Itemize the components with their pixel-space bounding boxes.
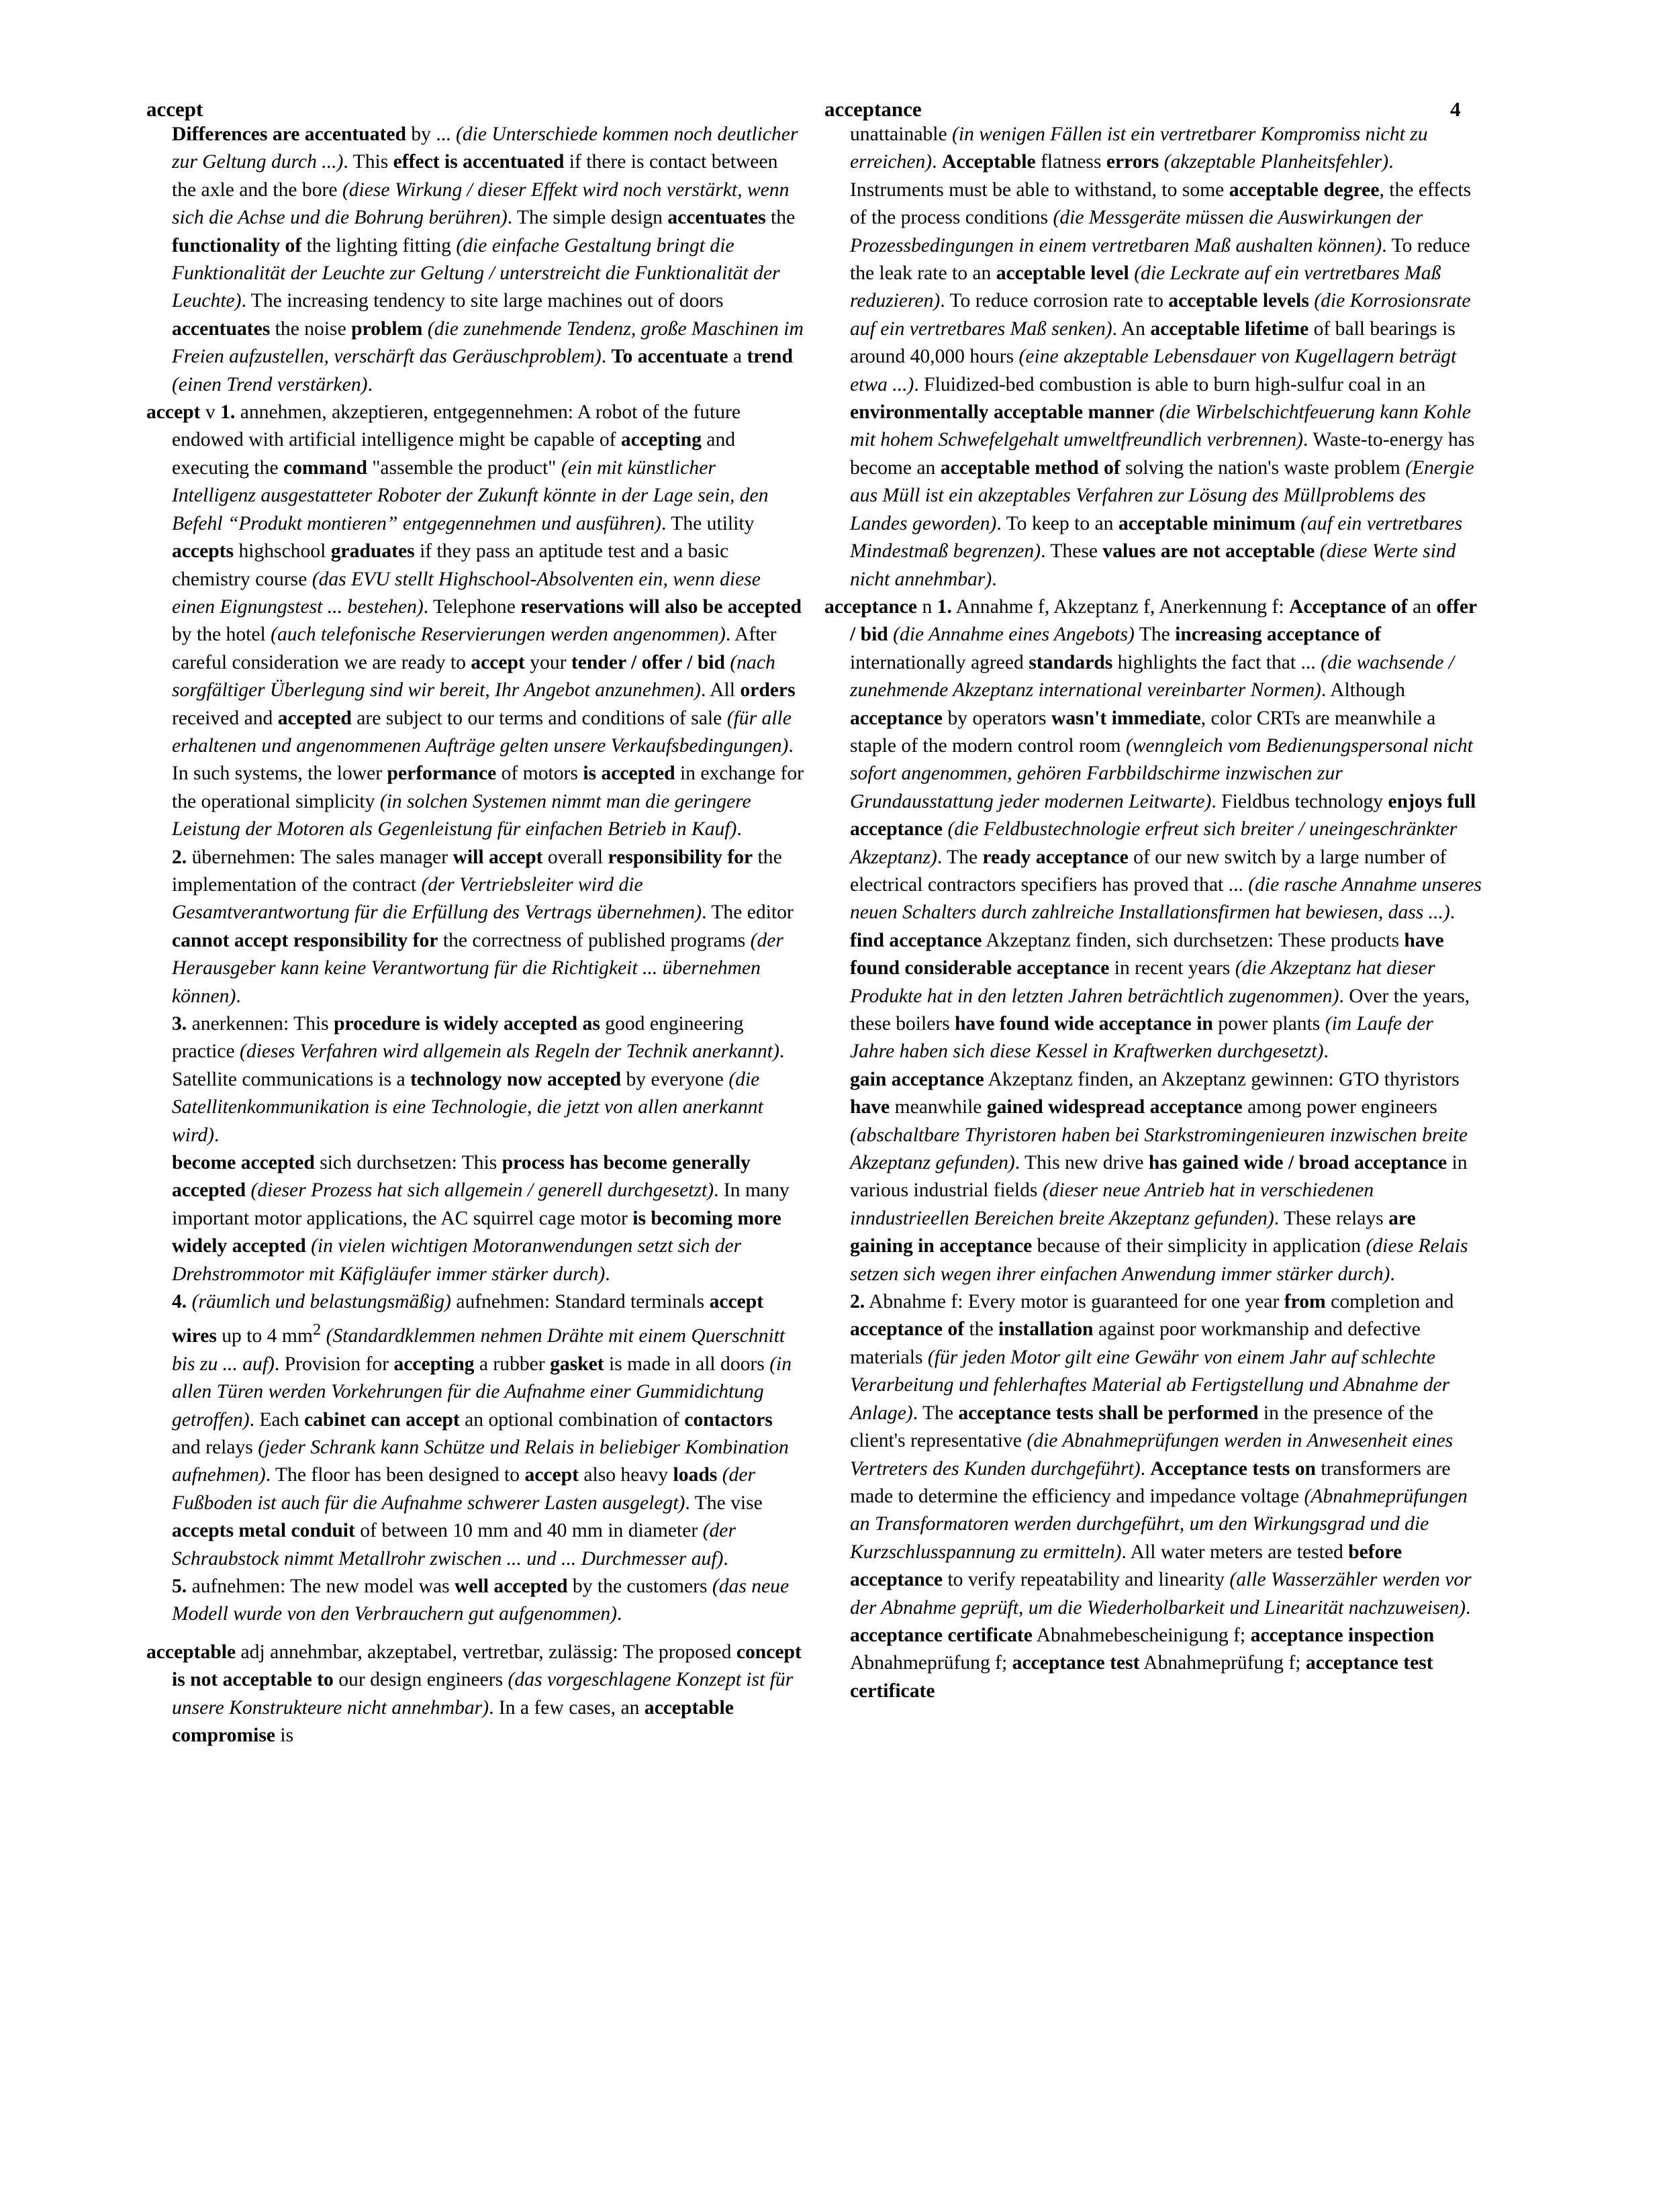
bold-term: acceptance of <box>850 1318 965 1341</box>
text-run: . In such systems, the lower <box>172 734 794 785</box>
bold-term: installation <box>998 1318 1094 1341</box>
text-run: Abnahme f: Every motor is guaranteed for one year <box>865 1291 1284 1313</box>
text-run: Akzeptanz finden, sich durchsetzen: These products <box>982 929 1405 951</box>
bold-term: concept is not acceptable to <box>172 1641 802 1691</box>
entry-continuation <box>824 121 1482 593</box>
translation: (der Fußboden ist auch für die Aufnahme schwerer Lasten ausgelegt) <box>172 1464 756 1514</box>
bold-term: is becoming more widely accepted <box>172 1207 781 1257</box>
bold-term: is accepted <box>583 763 675 785</box>
text-run: Abnahmebescheinigung f; <box>1032 1624 1251 1646</box>
text-run: . The increasing tendency to site large machines out of doors <box>241 290 724 312</box>
text-run: The <box>1134 624 1176 646</box>
bold-term: Acceptance of <box>1288 595 1408 618</box>
bold-term: accepts metal conduit <box>172 1520 355 1542</box>
bold-term: reservations will also be accepted <box>520 595 802 618</box>
translation: (die Unterschiede kommen noch deutlicher zur Geltung durch ...) <box>172 124 798 173</box>
text-run: a <box>728 346 747 368</box>
text-run: our design engineers <box>333 1669 508 1691</box>
bold-term: functionality of <box>172 234 302 256</box>
bold-term: cabinet can accept <box>303 1408 460 1431</box>
text-run <box>306 1235 311 1257</box>
text-run: the <box>765 207 796 229</box>
bold-term: accepted <box>277 707 352 729</box>
translation: (im Laufe der Jahre haben sich diese Kessel in Kraftwerken durchgesetzt) <box>850 1013 1433 1063</box>
text-run: also heavy <box>578 1464 673 1486</box>
text-run: . <box>1449 902 1456 924</box>
translation: (die Abnahmeprüfungen werden in Anwesenheit eines Vertreters des Kunden durchgeführt) <box>850 1430 1454 1480</box>
bold-term: values are not acceptable <box>1102 540 1315 563</box>
text-run: . Over the years, these boilers <box>850 985 1470 1035</box>
text-run: overall <box>542 846 608 868</box>
bold-term: accepts <box>172 540 234 563</box>
translation: (die Leckrate auf ein vertretbares Maß reduzieren) <box>850 262 1441 312</box>
bold-term: procedure is widely accepted as <box>334 1013 600 1035</box>
text-run: . <box>601 346 612 368</box>
text-run: . The vise <box>685 1492 763 1514</box>
text-run: and relays <box>172 1436 258 1458</box>
bold-term: accepting <box>393 1353 475 1375</box>
bold-term: acceptable <box>146 1641 236 1663</box>
text-run: . These relays <box>1274 1207 1389 1229</box>
left-column <box>146 121 804 1760</box>
text-run: by ... <box>406 124 456 145</box>
bold-term: become accepted <box>172 1152 315 1174</box>
bold-term: 1. <box>220 401 236 424</box>
text-run: . To keep to an <box>996 512 1119 534</box>
text-run: . Fieldbus technology <box>1211 790 1388 812</box>
text-run: the implementation of the contract <box>172 846 782 896</box>
text-run: . <box>736 818 742 840</box>
bold-term: Differences are accentuated <box>172 124 406 145</box>
translation: (Energie aus Müll ist ein akzeptables Verfahren zur Lösung des Müllproblems des Landes geworden) <box>850 456 1474 534</box>
text-run: in the presence of the client's representative <box>850 1402 1433 1452</box>
text-run: . This <box>343 151 393 173</box>
text-run: . In many important motor applications, the AC squirrel cage motor <box>172 1180 790 1229</box>
text-run: . <box>1390 1263 1395 1285</box>
bold-term: acceptable minimum <box>1118 512 1296 534</box>
translation: (die Feldbustechnologie erfreut sich breiter / uneingeschränkter Akzeptanz) <box>850 818 1458 868</box>
bold-term: command <box>283 456 367 479</box>
bold-term: acceptance <box>850 707 943 729</box>
text-run: annehmen, akzeptieren, entgegennehmen: A robot of the future endowed with artificial intelligence might be capable of <box>172 401 741 451</box>
text-run: the noise <box>270 318 352 340</box>
text-run: . Provision for <box>274 1353 394 1375</box>
text-run: anerkennen: This <box>187 1013 334 1035</box>
bold-term: will accept <box>453 846 543 868</box>
text-run: in various industrial fields <box>850 1152 1468 1202</box>
text-run: good engineering practice <box>172 1013 744 1063</box>
bold-term: from <box>1284 1291 1326 1313</box>
text-run: and executing the <box>172 429 736 479</box>
text-run: . After careful consideration we are ready to <box>172 624 777 673</box>
bold-term: performance <box>387 763 497 785</box>
text-run: . The simple design <box>507 207 668 229</box>
dictionary-entry <box>146 399 804 1629</box>
bold-term: tender / offer / bid <box>571 651 725 673</box>
bold-term: have found wide acceptance in <box>955 1013 1213 1035</box>
translation: (das EVU stellt Highschool-Absolventen ein, wenn diese einen Eignungstest ... bestehen) <box>172 568 761 618</box>
bold-term: acceptable compromise <box>172 1696 734 1747</box>
translation: (auf ein vertretbares Mindestmaß begrenzen) <box>850 512 1463 563</box>
bold-term: acceptable lifetime <box>1150 318 1309 340</box>
translation: (der Herausgeber kann keine Verantwortung für die Richtigkeit ... übernehmen können) <box>172 929 783 1007</box>
bold-term: accept <box>146 401 201 424</box>
translation: (das neue Modell wurde von den Verbrauchern gut aufgenommen) <box>172 1575 790 1625</box>
bold-term: increasing acceptance of <box>1175 624 1382 646</box>
text-run: Annahme f, Akzeptanz f, Anerkennung f: <box>951 595 1289 618</box>
bold-term: graduates <box>330 540 415 563</box>
superscript: 2 <box>312 1320 322 1339</box>
bold-term: loads <box>673 1464 718 1486</box>
text-run: . <box>1323 1041 1329 1063</box>
bold-term: acceptable degree <box>1229 179 1380 201</box>
text-run: aufnehmen: The new model was <box>187 1575 455 1597</box>
text-run: in exchange for the operational simplicity <box>172 763 804 812</box>
text-run: . The editor <box>702 902 794 924</box>
translation: (das vorgeschlagene Konzept ist für unsere Konstrukteure nicht annehmbar) <box>172 1669 794 1719</box>
bold-term: standards <box>1029 651 1113 673</box>
text-run: Abnahmeprüfung f; <box>1139 1652 1306 1674</box>
text-run: . <box>236 985 241 1007</box>
text-run: against poor workmanship and defective materials <box>850 1318 1421 1368</box>
bold-term: orders <box>740 679 796 702</box>
bold-term: gain acceptance <box>850 1068 984 1090</box>
right-header-word: acceptance <box>824 97 922 121</box>
bold-term: 5. <box>172 1575 187 1597</box>
translation: (auch telefonische Reservierungen werden angenommen) <box>271 624 726 646</box>
translation: (einen Trend verstärken) <box>172 373 368 395</box>
bold-term: responsibility for <box>608 846 753 868</box>
text-run: transformers are made to determine the efficiency and impedance voltage <box>850 1457 1451 1507</box>
text-run: is made in all doors <box>604 1353 770 1375</box>
translation: (die Satellitenkommunikation is eine Technologie, die jetzt von allen anerkannt wird) <box>172 1068 763 1146</box>
bold-term: 3. <box>172 1013 187 1035</box>
text-run: solving the nation's waste problem <box>1120 456 1406 479</box>
text-run: . <box>605 1263 610 1285</box>
bold-term: accepting <box>620 429 702 451</box>
dictionary-entry <box>146 1639 804 1750</box>
bold-term: has gained wide / broad acceptance <box>1148 1152 1447 1174</box>
text-run: . <box>1466 1596 1471 1619</box>
text-run: by everyone <box>621 1068 729 1090</box>
text-run: completion and <box>1325 1291 1454 1313</box>
text-run: , color CRTs are meanwhile a staple of the modern control room <box>850 707 1436 757</box>
translation: (für alle erhaltenen und angenommenen Aufträge gelten unsere Verkaufsbedingungen) <box>172 707 792 757</box>
text-run: . All water meters are tested <box>1121 1541 1349 1563</box>
text-run: "assemble the product" <box>367 456 561 479</box>
bold-term: 4. <box>172 1291 187 1313</box>
bold-term: technology now accepted <box>410 1068 622 1090</box>
text-run: an optional combination of <box>459 1408 685 1431</box>
text-run: . To reduce the leak rate to an <box>850 234 1470 285</box>
bold-term: accentuates <box>667 207 766 229</box>
translation: (räumlich und belastungsmäßig) <box>191 1291 451 1313</box>
translation: (die Korrosionsrate auf ein vertretbares Maß senken) <box>850 290 1471 340</box>
bold-term: before acceptance <box>850 1541 1402 1591</box>
translation: (die Annahme eines Angebots) <box>893 624 1135 646</box>
text-run: . To reduce corrosion rate to <box>940 290 1169 312</box>
bold-term: offer / bid <box>850 595 1477 646</box>
translation: (dieser neue Antrieb hat in verschiedenen inndustrieellen Bereichen breite Akzeptanz gefunden) <box>850 1180 1374 1229</box>
text-run: . In a few cases, an <box>489 1696 645 1719</box>
text-run: the correctness of published programs <box>438 929 751 951</box>
text-run: up to 4 mm <box>216 1325 313 1347</box>
text-run: power plants <box>1212 1013 1325 1035</box>
text-run: if they pass an aptitude test and a basic chemistry course <box>172 540 729 590</box>
text-run: to verify repeatability and linearity <box>943 1569 1230 1591</box>
bold-term: are gaining in acceptance <box>850 1207 1416 1257</box>
entry-continuation <box>146 121 804 399</box>
left-header-word: accept <box>146 97 203 121</box>
text-run: by the hotel <box>172 624 271 646</box>
bold-term: 2. <box>172 846 187 868</box>
translation: (diese Werte sind nicht annehmbar) <box>850 540 1456 590</box>
text-run <box>1159 151 1163 173</box>
bold-term: environmentally acceptable manner <box>850 401 1155 424</box>
bold-term: acceptable levels <box>1168 290 1309 312</box>
translation: (der Vertriebsleiter wird die Gesamtverantwortung für die Erfüllung des Vertrags übernehmen) <box>172 873 702 924</box>
bold-term: accentuates <box>172 318 271 340</box>
text-run: . <box>616 1603 622 1625</box>
text-run: by the customers <box>567 1575 712 1597</box>
text-run: . Satellite communications is a <box>172 1041 785 1090</box>
bold-term: process has become generally accepted <box>172 1152 751 1202</box>
text-run: . Instruments must be able to withstand, to some <box>850 151 1394 201</box>
text-run: . The utility <box>661 512 755 534</box>
text-run: if there is contact between the axle and the bore <box>172 151 778 201</box>
text-run: highschool <box>234 540 331 563</box>
translation: (eine akzeptable Lebensdauer von Kugellagern beträgt etwa ...) <box>850 346 1457 395</box>
bold-term: Acceptance tests on <box>1150 1457 1316 1480</box>
translation: (ein mit künstlicher Intelligenz ausgestatteter Roboter der Zukunft könnte in der Lage sein, den Befehl “Produkt montieren” entgegennehmen und ausführen) <box>172 456 769 534</box>
text-run <box>1154 401 1159 423</box>
text-run: of between 10 mm and 40 mm in diameter <box>354 1520 703 1542</box>
bold-term: acceptance inspection <box>1250 1624 1435 1646</box>
translation: (die rasche Annahme unseres neuen Schalters durch zahlreiche Installationsfirmen hat bewiesen, dass ...) <box>850 873 1482 924</box>
text-run: . <box>1140 1457 1151 1480</box>
text-run: sich durchsetzen: This <box>314 1152 502 1174</box>
translation: (Standardklemmen nehmen Drähte mit einem Querschnitt bis zu ... auf) <box>172 1325 786 1375</box>
translation: (wenngleich vom Bedienungspersonal nicht sofort angenommen, gehören Farbbildschirme inzwischen zur Grundausstattung jeder modernen Leitwarte) <box>850 734 1473 812</box>
page-number: 4 <box>1450 97 1461 121</box>
text-run: . This new drive <box>1014 1152 1149 1174</box>
text-run: n <box>917 595 937 618</box>
text-run: of our new switch by a large number of electrical contractors specifiers has proved that ... <box>850 846 1447 896</box>
text-run: . All <box>701 679 741 702</box>
text-run: . The <box>912 1402 959 1424</box>
translation: (jeder Schrank kann Schütze und Relais in beliebiger Kombination aufnehmen) <box>172 1436 789 1486</box>
bold-term: well accepted <box>455 1575 568 1597</box>
right-column <box>824 121 1482 1715</box>
text-run: in recent years <box>1109 957 1235 979</box>
bold-term: 2. <box>850 1291 865 1313</box>
text-run: received and <box>172 707 278 729</box>
bold-term: effect is accentuated <box>393 151 565 173</box>
translation: (die Akzeptanz hat dieser Produkte hat in den letzten Jahren beträchtlich zugenommen) <box>850 957 1435 1007</box>
translation: (die Messgeräte müssen die Auswirkungen der Prozessbedingungen in einem vertretbaren Maß aushalten können) <box>850 207 1423 256</box>
translation: (nach sorgfältiger Überlegung sind wir bereit, Ihr Angebot anzunehmen) <box>172 651 775 702</box>
bold-term: acceptance test certificate <box>850 1652 1433 1702</box>
bold-term: have <box>850 1096 890 1118</box>
bold-term: errors <box>1106 151 1159 173</box>
text-run: . An <box>1112 318 1151 340</box>
translation: (Abnahmeprüfungen an Transformatoren werden durchgeführt, um den Wirkungsgrad und die Kurzschlusspannung zu ermitteln) <box>850 1485 1468 1563</box>
text-run: . Waste-to-energy has become an <box>850 429 1475 479</box>
bold-term: gained widespread acceptance <box>986 1096 1243 1118</box>
translation: (die Wirbelschichtfeuerung kann Kohle mit hohem Schwefelgehalt umweltfreundlich verbrennen) <box>850 401 1471 451</box>
text-run <box>1296 513 1300 534</box>
translation: (abschaltbare Thyristoren haben bei Starkstromingenieuren inzwischen breite Akzeptanz gefunden) <box>850 1124 1468 1174</box>
translation: (in allen Türen werden Vorkehrungen für die Aufnahme einer Gummidichtung getroffen) <box>172 1353 792 1431</box>
translation: (die wachsende / zunehmende Akzeptanz international vereinbarter Normen) <box>850 651 1454 702</box>
text-run: adj annehmbar, akzeptabel, vertretbar, zulässig: The proposed <box>236 1641 736 1663</box>
text-run: a rubber <box>474 1353 551 1375</box>
translation: (dieses Verfahren wird allgemein als Regeln der Technik anerkannt) <box>240 1041 779 1063</box>
translation: (für jeden Motor gilt eine Gewähr von einem Jahr auf schlechte Verarbeitung und fehlerhaftes Material ab Fertigstellung und Abnahme der Anlage) <box>850 1346 1450 1424</box>
text-run: . The floor has been designed to <box>265 1464 525 1486</box>
text-run: your <box>524 651 571 673</box>
text-run: highlights the fact that ... <box>1112 651 1321 673</box>
text-run: flatness <box>1035 151 1106 173</box>
text-run: Abnahmeprüfung f; <box>850 1652 1012 1674</box>
text-run: . Telephone <box>423 595 521 618</box>
bold-term: ready acceptance <box>982 846 1129 868</box>
text-run: . Although <box>1321 679 1405 702</box>
translation: (der Schraubstock nimmt Metallrohr zwischen ... und ... Durchmesser auf) <box>172 1520 736 1570</box>
translation: (diese Wirkung / dieser Effekt wird noch verstärkt, wenn sich die Achse und die Bohrung berühren) <box>172 179 790 229</box>
bold-term: problem <box>351 318 423 340</box>
bold-term: acceptance test <box>1012 1652 1140 1674</box>
translation: (in solchen Systemen nimmt man die geringere Leistung der Motoren als Gegenleistung für einfachen Betrieb in Kauf) <box>172 790 751 840</box>
text-run <box>422 318 427 340</box>
text-run <box>321 1325 326 1347</box>
text-run: . <box>992 568 997 590</box>
text-run: , the effects of the process conditions <box>850 179 1472 229</box>
text-run: an <box>1407 595 1437 618</box>
text-run: Akzeptanz finden, an Akzeptanz gewinnen: GTO thyristors <box>984 1068 1460 1090</box>
bold-term: contactors <box>684 1408 773 1431</box>
text-run: because of their simplicity in application <box>1032 1235 1366 1257</box>
text-run: by operators <box>943 707 1051 729</box>
text-run: meanwhile <box>890 1096 987 1118</box>
bold-term: have found considerable acceptance <box>850 929 1444 979</box>
translation: (dieser Prozess hat sich allgemein / generell durchgesetzt) <box>250 1180 714 1202</box>
bold-term: acceptable method of <box>940 456 1121 479</box>
bold-term: accept wires <box>172 1291 764 1347</box>
bold-term: gasket <box>550 1353 604 1375</box>
bold-term: To accentuate <box>611 346 728 368</box>
bold-term: cannot accept responsibility for <box>172 929 438 951</box>
text-run: among power engineers <box>1242 1096 1437 1118</box>
translation: (in vielen wichtigen Motoranwendungen setzt sich der Drehstrommotor mit Käfigläufer immer stärker durch) <box>172 1235 742 1285</box>
text-run: the lighting fitting <box>301 234 457 256</box>
text-run: aufnehmen: Standard terminals <box>450 1291 710 1313</box>
text-run: . The <box>937 846 983 868</box>
bold-term: acceptance tests shall be performed <box>958 1402 1259 1424</box>
translation: (die einfache Gestaltung bringt die Funktionalität der Leuchte zur Geltung / unterstreicht die Funktionalität der Leuchte) <box>172 234 780 312</box>
text-run: unattainable <box>850 124 953 145</box>
translation: (alle Wasserzähler werden vor der Abnahme geprüft, um die Wiederholbarkeit und Linearität nachzuweisen) <box>850 1569 1472 1619</box>
text-run: übernehmen: The sales manager <box>187 846 453 868</box>
text-run: v <box>200 401 221 424</box>
text-run <box>187 1291 191 1312</box>
text-run: . Fluidized-bed combustion is able to burn high-sulfur coal in an <box>914 373 1426 395</box>
bold-term: acceptance <box>824 595 918 618</box>
text-run <box>717 1464 722 1486</box>
text-run: is <box>275 1725 294 1747</box>
translation: (die zunehmende Tendenz, große Maschinen im Freien aufzustellen, verschärft das Geräuschproblem) <box>172 318 804 368</box>
bold-term: trend <box>747 346 793 368</box>
text-run <box>246 1180 250 1201</box>
bold-term: find acceptance <box>850 929 982 951</box>
text-run: . These <box>1041 540 1103 563</box>
bold-term: 1. <box>937 595 952 618</box>
bold-term: accept <box>524 1464 579 1486</box>
text-run: the <box>964 1318 999 1341</box>
bold-term: acceptable level <box>996 262 1129 285</box>
text-run: of ball bearings is around 40,000 hours <box>850 318 1456 368</box>
text-run: are subject to our terms and conditions of sale <box>351 707 727 729</box>
text-run: . <box>932 151 942 173</box>
text-run <box>1315 540 1319 562</box>
text-run: of motors <box>496 763 583 785</box>
bold-term: acceptance certificate <box>850 1624 1033 1646</box>
translation: (in wenigen Fällen ist ein vertretbarer Kompromiss nicht zu erreichen) <box>850 124 1428 173</box>
bold-term: enjoys full acceptance <box>850 790 1476 840</box>
text-run: . <box>367 373 373 395</box>
text-run: . <box>214 1124 220 1146</box>
translation: (akzeptable Planheitsfehler) <box>1163 151 1389 173</box>
text-run: . <box>723 1547 728 1570</box>
bold-term: Acceptable <box>941 151 1036 173</box>
dictionary-entry <box>824 593 1482 1705</box>
text-run: . Each <box>249 1408 304 1431</box>
bold-term: accept <box>471 651 525 673</box>
bold-term: wasn't immediate <box>1051 707 1201 729</box>
text-run: internationally agreed <box>850 651 1029 673</box>
translation: (diese Relais setzen sich wegen ihrer einfachen Anwendung immer stärker durch) <box>850 1235 1468 1285</box>
